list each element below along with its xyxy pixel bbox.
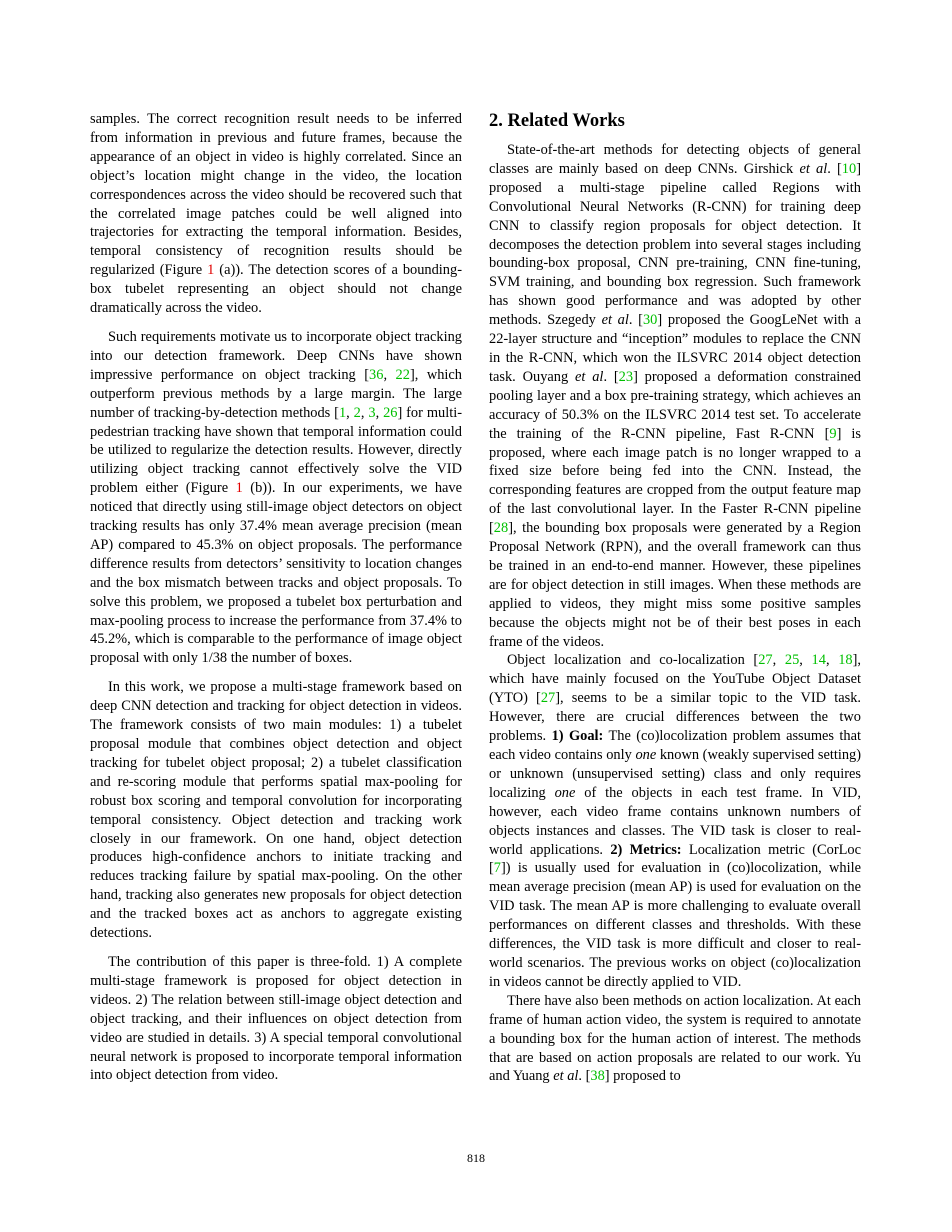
citation-link[interactable]: 26 [383,404,398,421]
citation-link[interactable]: 22 [395,366,410,383]
citation-link[interactable]: 36 [369,366,384,383]
citation-link[interactable]: 25 [784,652,800,669]
citation-link[interactable]: 28 [493,520,509,537]
left-column [90,110,462,1095]
paragraph: In this work, we propose a multi-stage framework based on deep CNN detection and tracking for object detection in videos. The framework consists of two main modules: 1) a tubelet proposal module that combines object detection and object tracking for tubelet object proposal; 2) a tubelet classification and re-scoring module that performs spatial max-pooling for robust box scoring and temporal convolution for incorporating temporal consistency. Object detection and tracking work closely in our framework. On one hand, object detection produces high-confidence anchors to initiate tracking and reduces tracking failure by spatial max-pooling. On the other hand, tracking also generates new proposals for object detection and the tracked boxes act as anchors to aggregate existing detections. [90,679,462,942]
paragraph: State-of-the-art methods for detecting objects of general classes are mainly based on deep CNNs. Girshick et al. [10] proposed a multi-stage pipeline called Regions with Convolutional Neural Networks (R-CNN) for training deep CNN to classify region proposals for object detection. It decomposes the detection problem into several stages including bounding-box proposal, CNN pre-training, CNN fine-tuning, SVM training, and bounding box regression. Such framework has shown good performance and was adopted by other methods. Szegedy et al. [30] proposed the GoogLeNet with a 22-layer structure and “inception” modules to replace the CNN in the R-CNN, which won the ILSVRC 2014 object detection task. Ouyang et al. [23] proposed a deformation constrained pooling layer and a box pre-training strategy, which achieves an accuracy of 50.3% on the ILSVRC 2014 test set. To accelerate the training of the R-CNN pipeline, Fast R-CNN [9] is proposed, where each image patch is no longer wrapped to a fixed size before being fed into the CNN. Instead, the corresponding features are cropped from the output feature map of the last convolutional layer. In the Faster R-CNN pipeline [28], the bounding box proposals were generated by a Region Proposal Network (RPN), and the overall framework can thus be trained in an end-to-end manner. However, these pipelines are for object detection in still images. When these methods are applied to videos, they might miss some positive samples because the objects might not be of their best poses in each frame of the videos. [489,142,861,650]
citation-link[interactable]: 27 [758,652,773,669]
figure-ref[interactable]: 1 [207,262,215,279]
paragraph: samples. The correct recognition result needs to be inferred from information in previous and future frames, because the appearance of an object in video is highly correlated. Since an object’s location might change in the video, the location correspondences across the video should be recovered such that the correlated image patches could be well aligned into trajectories for extracting the temporal information. Besides, temporal consistency of recognition results should be regularized (Figure 1 (a)). The detection scores of a bounding-box tubelet representing an object should not change dramatically across the video. [90,111,462,317]
citation-link[interactable]: 3 [368,404,376,421]
page-number: 818 [467,1151,485,1165]
paragraph: Object localization and co-localization [27, 25, 14, 18], which have mainly focused on the YouTube Object Dataset (YTO) [27], seems to be a similar topic to the VID task. However, there are crucial differences between the two problems. 1) Goal: The (co)locolization problem assumes that each video contains only one known (weakly supervised setting) or unknown (unsupervised setting) class and only requires localizing one of the objects in each test frame. In VID, however, each video frame contains unknown numbers of objects instances and classes. The VID task is closer to real-world applications. 2) Metrics: Localization metric (CorLoc [7]) is usually used for evaluation in (co)locolization, while mean average precision (mean AP) is used for evaluation on the VID task. The mean AP is more challenging to evaluate overall performances on different classes and thresholds. With these differences, the VID task is more difficult and closer to real-world scenarios. The previous works on object (co)localization in videos cannot be directly applied to VID. [489,652,862,990]
citation-link[interactable]: 1 [338,404,347,421]
figure-ref[interactable]: 1 [235,480,243,497]
citation-link[interactable]: 2 [353,404,361,421]
citation-link[interactable]: 10 [841,160,857,177]
paragraph: There have also been methods on action localization. At each frame of human action video, the system is required to annotate a bounding box for the human action of interest. The methods that are based on action proposals are related to our work. Yu and Yuang et al. [38] proposed to [489,992,861,1085]
citation-link[interactable]: 27 [540,690,556,707]
section-heading: 2. Related Works [489,111,625,131]
citation-link[interactable]: 14 [811,652,826,669]
citation-link[interactable]: 30 [642,312,658,329]
citation-link[interactable]: 7 [493,860,501,877]
citation-link[interactable]: 23 [618,368,634,385]
citation-link[interactable]: 18 [838,652,853,669]
citation-link[interactable]: 38 [590,1068,605,1085]
paragraph: Such requirements motivate us to incorporate object tracking into our detection framework. Deep CNNs have shown impressive performance on object tracking [36, 22], which outperform previous methods by a large margin. The large number of tracking-by-detection methods [1, 2, 3, 26] for multi-pedestrian tracking have shown that temporal information could be utilized to regularize the detection results. However, directly utilizing object tracking cannot effectively solve the VID problem either (Figure 1 (b)). In our experiments, we have noticed that directly using still-image object detectors on object tracking results has only 37.4% mean average precision (mean AP) compared to 45.3% on object proposals. The performance difference results from detectors’ sensitivity to location changes and the box mismatch between tracks and object proposals. To solve this problem, we proposed a tubelet box perturbation and max-pooling process to increase the performance from 37.4% to 45.2%, which is comparable to the performance of image object proposal with only 1/38 the number of boxes. [90,328,462,667]
right-column [489,110,861,1086]
paragraph: The contribution of this paper is three-fold. 1) A complete multi-stage framework is proposed for object detection in videos. 2) The relation between still-image object detection and object tracking, and their influences on object detection from video are studied in details. 3) A special temporal convolutional neural network is proposed to incorporate temporal information into object detection from video. [90,953,462,1084]
citation-link[interactable]: 9 [829,425,837,442]
